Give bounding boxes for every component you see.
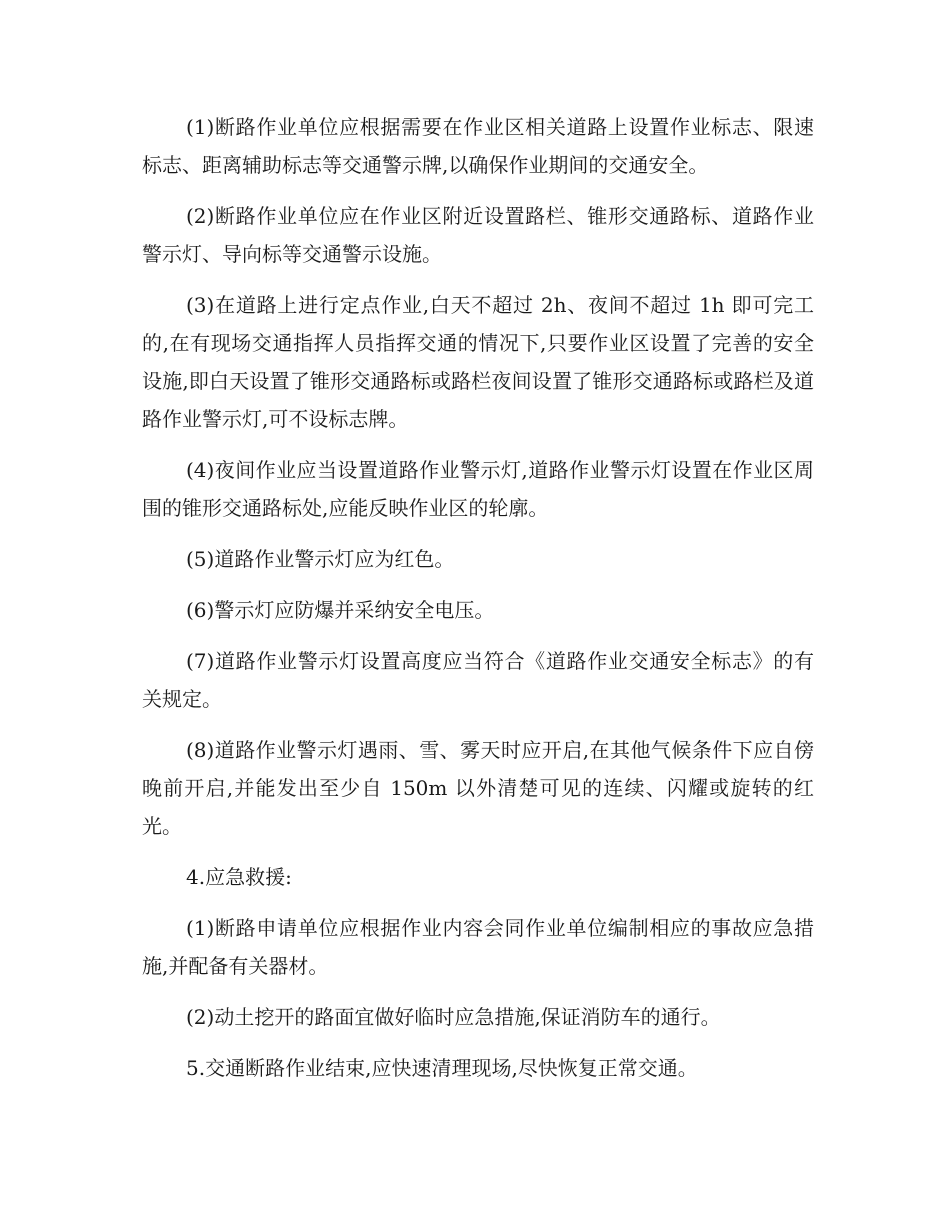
paragraph-warning-facilities: (2)断路作业单位应在作业区附近设置路栏、锥形交通路标、道路作业警示灯、导向标等交通警示设施。: [142, 204, 814, 266]
paragraph-lamp-color: (5)道路作业警示灯应为红色。: [186, 547, 455, 571]
paragraph-night-work: (4)夜间作业应当设置道路作业警示灯,道路作业警示灯设置在作业区周围的锥形交通路标处,应能反映作业区的轮廓。: [142, 458, 814, 520]
paragraph-lamp-height: (7)道路作业警示灯设置高度应当符合《道路作业交通安全标志》的有关规定。: [142, 649, 814, 711]
paragraph-fire-truck-access: (2)动土挖开的路面宜做好临时应急措施,保证消防车的通行。: [186, 1005, 721, 1029]
paragraph-fixed-point-work: (3)在道路上进行定点作业,白天不超过 2h、夜间不超过 1h 即可完工的,在有现场交通指挥人员指挥交通的情况下,只要作业区设置了完善的安全设施,即白天设置了锥形交通路标或路栏夜间设置了锥形交通路标或路栏及道路作业警示灯,可不设标志牌。: [142, 293, 814, 431]
document-body: [142, 108, 814, 1100]
section-heading-emergency-rescue: 4.应急救援:: [186, 865, 292, 889]
section-heading-work-completion: 5.交通断路作业结束,应快速清理现场,尽快恢复正常交通。: [186, 1056, 698, 1080]
paragraph-lamp-safety: (6)警示灯应防爆并采纳安全电压。: [186, 598, 495, 622]
paragraph-emergency-measures: (1)断路申请单位应根据作业内容会同作业单位编制相应的事故应急措施,并配备有关器材。: [142, 916, 814, 978]
paragraph-lamp-weather: (8)道路作业警示灯遇雨、雪、雾天时应开启,在其他气候条件下应自傍晚前开启,并能发出至少自 150m 以外清楚可见的连续、闪耀或旋转的红光。: [142, 738, 814, 838]
paragraph-warning-signs: (1)断路作业单位应根据需要在作业区相关道路上设置作业标志、限速标志、距离辅助标志等交通警示牌,以确保作业期间的交通安全。: [142, 115, 814, 177]
